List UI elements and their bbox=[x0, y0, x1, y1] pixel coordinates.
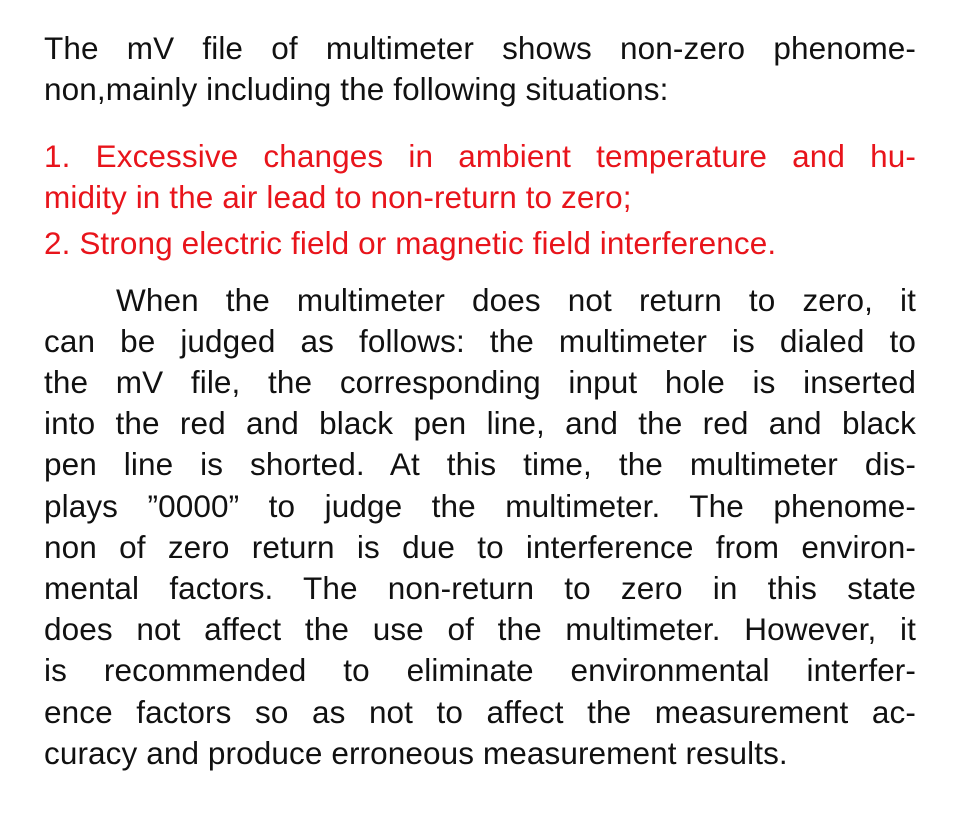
situation-item-1-line-1: 1. Excessive changes in ambient temperature and hu- bbox=[44, 137, 916, 174]
body-line-9: does not affect the use of the multimeter. However, it bbox=[44, 611, 916, 648]
body-line-10: is recommended to eliminate environmental interfer- bbox=[44, 652, 916, 689]
situation-item-1-line-2: midity in the air lead to non-return to zero; bbox=[44, 178, 632, 215]
body-line-7: non of zero return is due to interference from environ- bbox=[44, 528, 916, 565]
body-line-4: into the red and black pen line, and the red and black bbox=[44, 405, 916, 442]
situation-item-2: 2. Strong electric field or magnetic field interference. bbox=[44, 224, 777, 261]
body-line-3: the mV file, the corresponding input hole is inserted bbox=[44, 364, 916, 400]
body-paragraph bbox=[44, 280, 916, 774]
body-line-8: mental factors. The non-return to zero in this state bbox=[44, 570, 916, 607]
body-line-2: can be judged as follows: the multimeter is dialed to bbox=[44, 322, 916, 359]
body-line-1: When the multimeter does not return to zero, it bbox=[116, 281, 916, 318]
body-line-11: ence factors so as not to affect the measurement ac- bbox=[44, 693, 916, 730]
intro-paragraph bbox=[44, 28, 916, 110]
intro-line-1: The mV file of multimeter shows non-zero phenome- bbox=[44, 30, 916, 66]
situation-list bbox=[44, 136, 916, 264]
intro-line-2: non,mainly including the following situations: bbox=[44, 70, 669, 107]
document-page bbox=[44, 28, 916, 774]
body-line-6: plays ”0000” to judge the multimeter. The phenome- bbox=[44, 487, 916, 524]
body-line-12: curacy and produce erroneous measurement results. bbox=[44, 734, 788, 771]
body-line-5: pen line is shorted. At this time, the multimeter dis- bbox=[44, 446, 916, 483]
